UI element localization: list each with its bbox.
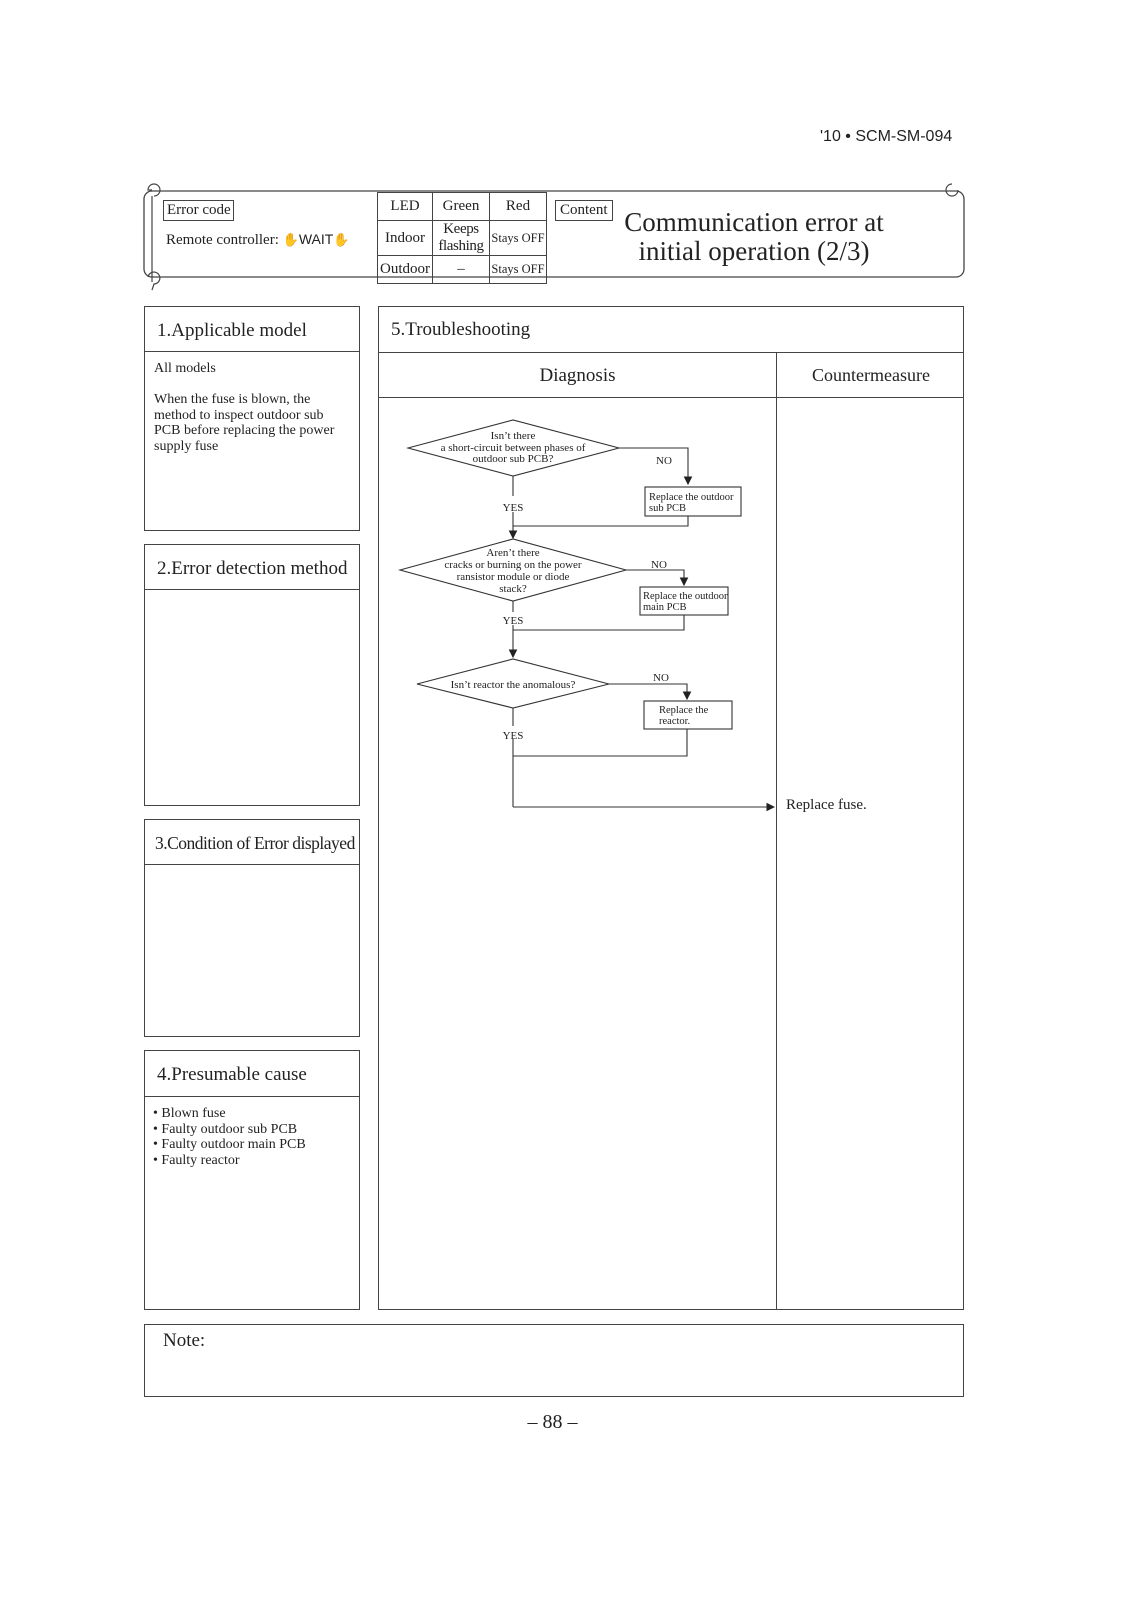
divider — [145, 589, 359, 590]
presumable-cause-title: 4.Presumable cause — [157, 1064, 307, 1085]
decision-1-text: Isn’t there — [490, 430, 536, 442]
flow-line — [513, 729, 687, 756]
action-1-text: Replace the outdoor — [649, 492, 734, 503]
divider — [379, 352, 963, 353]
outdoor-green-status: – — [433, 256, 490, 284]
action-1-text: sub PCB — [649, 503, 687, 514]
decision-1-text: a short-circuit between phases of — [440, 442, 586, 454]
applicable-model-description — [154, 392, 334, 454]
troubleshooting-title: 5.Troubleshooting — [391, 319, 531, 340]
page-title — [616, 208, 892, 266]
page-number: – 88 – — [527, 1411, 578, 1433]
remote-controller-row — [166, 231, 350, 249]
led-header: LED — [378, 193, 433, 221]
description-line: When the fuse is blown, the — [154, 392, 311, 407]
applicable-model-value: All models — [154, 361, 216, 376]
applicable-model-title: 1.Applicable model — [157, 320, 307, 341]
action-3-text: Replace the — [659, 705, 709, 716]
cause-item: • Faulty reactor — [153, 1152, 240, 1168]
remote-controller-value: WAIT — [298, 231, 334, 247]
hand-icon: ✋ — [333, 232, 350, 247]
flow-line — [513, 615, 684, 630]
description-line: supply fuse — [154, 438, 219, 454]
description-line: method to inspect outdoor sub — [154, 407, 324, 423]
error-code-label: Error code — [163, 200, 234, 221]
decision-2-text: Aren’t there — [486, 547, 540, 559]
error-detection-panel — [144, 544, 360, 806]
cause-list — [153, 1106, 306, 1168]
yes-label: YES — [502, 730, 524, 742]
decision-2-text: ransistor module or diode — [456, 571, 570, 583]
countermeasure-text: Replace fuse. — [786, 797, 867, 813]
divider — [145, 351, 359, 352]
indoor-green-status: Keeps flashing — [433, 221, 490, 256]
indoor-red-status: Stays OFF — [490, 221, 547, 256]
decision-2-text: cracks or burning on the power — [444, 559, 582, 571]
countermeasure-header: Countermeasure — [812, 365, 930, 385]
note-panel — [144, 1324, 964, 1397]
flow-line — [609, 684, 687, 699]
diagnosis-header: Diagnosis — [539, 365, 616, 386]
action-2-text: Replace the outdoor — [643, 591, 728, 602]
flow-line — [626, 570, 684, 585]
document-id: '10 • SCM-SM-094 — [820, 128, 953, 145]
presumable-cause-panel — [144, 1050, 360, 1310]
divider — [145, 864, 359, 865]
condition-panel — [144, 819, 360, 1037]
decision-1-text: outdoor sub PCB? — [472, 453, 554, 465]
condition-title: 3.Condition of Error displayed — [155, 833, 355, 853]
outdoor-red-status: Stays OFF — [490, 256, 547, 284]
yes-label: YES — [502, 502, 524, 514]
decision-3-text: Isn’t reactor the anomalous? — [450, 679, 576, 691]
red-header: Red — [490, 193, 547, 221]
no-label: NO — [653, 672, 669, 684]
remote-controller-label: Remote controller: — [166, 232, 279, 248]
decision-2-text: stack? — [499, 583, 527, 595]
outdoor-label: Outdoor — [378, 256, 433, 284]
cause-item: • Faulty outdoor sub PCB — [153, 1121, 298, 1137]
error-detection-title: 2.Error detection method — [157, 558, 348, 579]
diagnosis-flowchart — [378, 396, 964, 826]
applicable-model-panel — [144, 306, 360, 531]
no-label: NO — [656, 455, 672, 467]
no-label: NO — [651, 559, 667, 571]
indoor-label: Indoor — [378, 221, 433, 256]
divider — [145, 1096, 359, 1097]
cause-item: • Blown fuse — [153, 1106, 226, 1121]
title-line-2: initial operation (2/3) — [638, 236, 870, 266]
led-status-table — [377, 192, 547, 284]
content-label: Content — [555, 200, 613, 221]
description-line: PCB before replacing the power — [154, 423, 335, 438]
flow-line — [619, 448, 688, 484]
note-label: Note: — [163, 1330, 206, 1351]
green-header: Green — [433, 193, 490, 221]
action-2-text: main PCB — [643, 602, 687, 613]
title-line-1: Communication error at — [624, 207, 884, 237]
yes-label: YES — [502, 615, 524, 627]
action-3-text: reactor. — [659, 716, 691, 727]
hand-icon: ✋ — [282, 232, 299, 247]
flow-line — [513, 516, 688, 526]
cause-item: • Faulty outdoor main PCB — [153, 1137, 306, 1152]
